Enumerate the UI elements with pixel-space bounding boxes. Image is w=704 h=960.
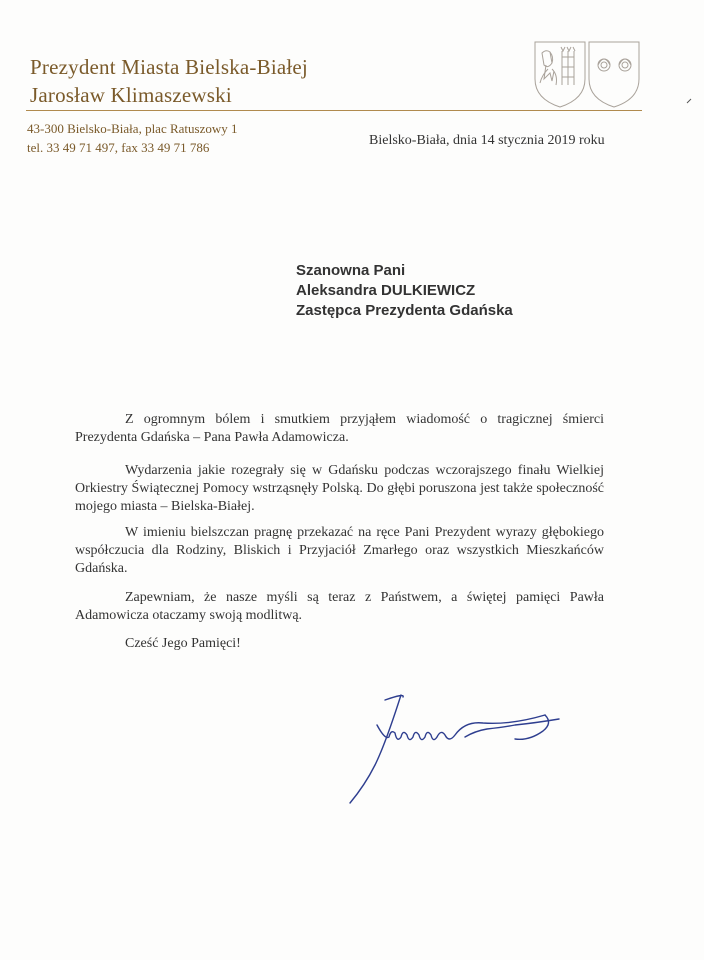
body-paragraph: Zapewniam, że nasze myśli są teraz z Państwem, a świętej pamięci Pawła Adamowicza otaczamy swoją modlitwą. [75,590,604,623]
signature [315,685,575,815]
letterhead-name: Jarosław Klimaszewski [30,83,232,107]
body-paragraph: W imieniu bielszczan pragnę przekazać na ręce Pani Prezydent wyrazy głębokiego współczucia dla Rodziny, Bliskich i Przyjaciół Zmarłego oraz wszystkich Mieszkańców Gdańska. [75,525,604,576]
margin-mark [686,98,692,104]
body-paragraph: Z ogromnym bólem i smutkiem przyjąłem wiadomość o tragicznej śmierci Prezydenta Gdańska – Pana Pawła Adamowicza. [75,412,604,445]
recipient-salutation: Szanowna Pani [296,262,406,279]
coat-of-arms-icon [532,39,642,109]
address-line: 43-300 Bielsko-Biała, plac Ratuszowy 1 [27,121,238,136]
body-paragraph: Wydarzenia jakie rozegrały się w Gdańsku podczas wczorajszego finału Wielkiej Orkiestry Świątecznej Pomocy wstrząsnęły Polską. Do głębi poruszona jest także społeczność mojego miasta – Bielska-Białej. [75,463,604,514]
recipient-name: Aleksandra DULKIEWICZ [296,282,476,299]
date-line: Bielsko-Biała, dnia 14 stycznia 2019 roku [369,133,605,148]
closing-line: Cześć Jego Pamięci! [125,636,241,651]
letterhead-title: Prezydent Miasta Bielska-Białej [30,55,308,79]
letterhead-divider [26,110,642,111]
recipient-position: Zastępca Prezydenta Gdańska [296,302,513,319]
phone-fax-line: tel. 33 49 71 497, fax 33 49 71 786 [27,140,210,155]
